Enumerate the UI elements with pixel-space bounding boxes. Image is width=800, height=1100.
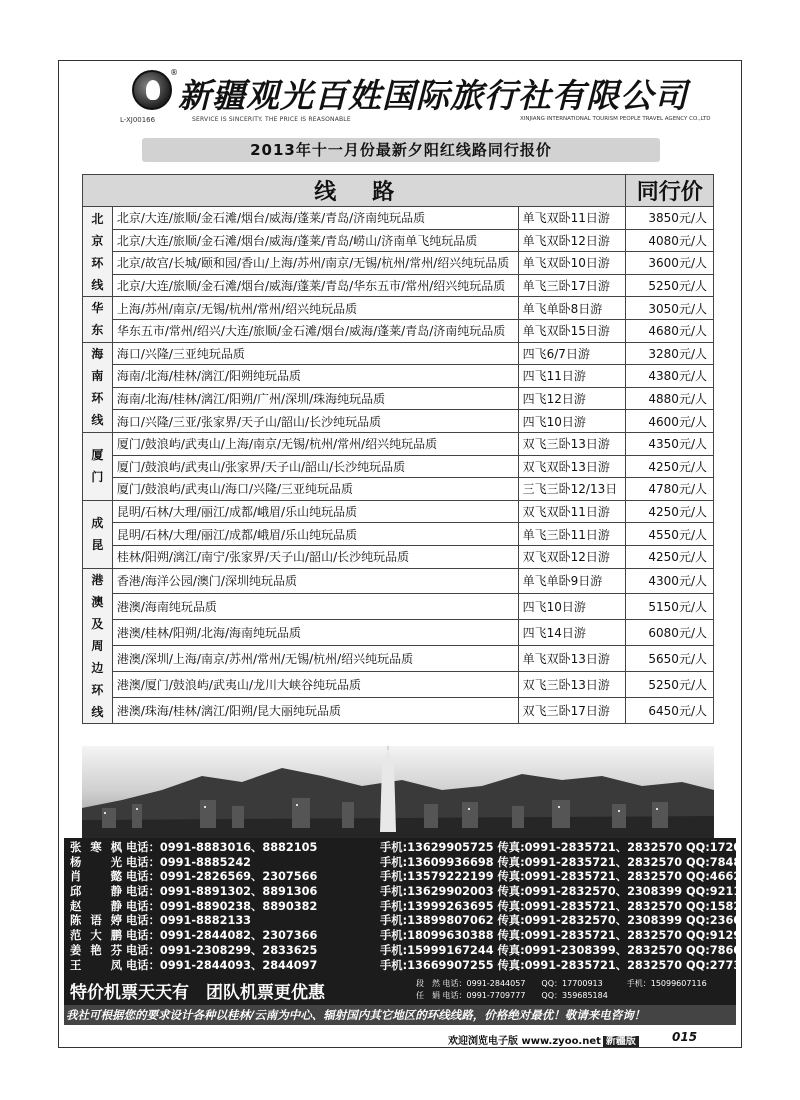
contact-mobile-fax-qq: 手机:13629902003 传真:0991-2832570、2308399 QQ:921156645: [380, 885, 781, 899]
duration-cell: 双飞双卧12日游: [518, 545, 626, 568]
contact-list: [64, 838, 789, 975]
price-cell: 5250元/人: [626, 274, 714, 297]
price-cell: 3280元/人: [626, 342, 714, 365]
route-cell: 厦门/鼓浪屿/武夷山/上海/南京/无锡/杭州/常州/绍兴纯玩品质: [112, 432, 518, 455]
contact-mobile-fax-qq: 手机:13629905725 传真:0991-2835721、2832570 QQ:172036486: [380, 841, 781, 854]
contact-phone: 电话：0991-2826569、2307566: [126, 870, 318, 884]
region-name: 港澳及周边环线: [91, 572, 104, 719]
region-name: 厦门: [91, 448, 104, 485]
price-cell: 6450元/人: [626, 697, 714, 723]
duration-cell: 单飞双卧12日游: [518, 229, 626, 252]
region-label: [83, 342, 113, 432]
contact-name: 张寒枫: [70, 841, 122, 854]
route-cell: 厦门/鼓浪屿/武夷山/海口/兴隆/三亚纯玩品质: [112, 478, 518, 501]
contact-name: 杨光: [70, 855, 122, 869]
route-cell: 港澳/珠海/桂林/漓江/阳朔/昆大丽纯玩品质: [112, 697, 518, 723]
contact-phone: 电话：0991-8885242: [126, 855, 252, 869]
price-cell: 4300元/人: [626, 568, 714, 594]
table-row: [83, 365, 714, 388]
table-row: [83, 568, 714, 594]
contact-row: [70, 943, 781, 959]
footer-edition-tag: 新疆版: [603, 1036, 639, 1047]
region-name: 华东: [91, 301, 104, 338]
promo-contact-2: 任 娟 电话：0991-7709777 QQ：359685184: [416, 991, 608, 1000]
table-row: [83, 455, 714, 478]
route-cell: 昆明/石林/大理/丽江/成都/峨眉/乐山纯玩品质: [112, 500, 518, 523]
route-cell: 港澳/海南纯玩品质: [112, 594, 518, 620]
table-row: [83, 523, 714, 546]
route-cell: 港澳/厦门/鼓浪屿/武夷山/龙川大峡谷纯玩品质: [112, 671, 518, 697]
table-header-row: [83, 175, 714, 207]
footer-welcome: 欢迎浏览电子版 www.zyoo.net: [448, 1036, 601, 1047]
promo-slogan: 特价机票天天有 团队机票更优惠: [70, 983, 325, 1003]
price-table: [82, 174, 714, 724]
table-row: [83, 207, 714, 230]
duration-cell: 双飞双卧13日游: [518, 455, 626, 478]
route-cell: 港澳/深圳/上海/南京/苏州/常州/无锡/杭州/绍兴纯玩品质: [112, 645, 518, 671]
price-cell: 4680元/人: [626, 319, 714, 342]
price-cell: 5150元/人: [626, 594, 714, 620]
region-label: [83, 297, 113, 342]
contact-row: [70, 958, 781, 974]
route-cell: 厦门/鼓浪屿/武夷山/张家界/天子山/韶山/长沙纯玩品质: [112, 455, 518, 478]
footer: [448, 1032, 639, 1047]
page-number: 015: [672, 1030, 698, 1044]
company-logo-icon: [132, 70, 172, 110]
route-cell: 北京/大连/旅顺/金石滩/烟台/威海/蓬莱/青岛/华东五市/常州/绍兴纯玩品质: [112, 274, 518, 297]
contact-name: 姜艳芬: [70, 943, 122, 957]
duration-cell: 单飞双卧11日游: [518, 207, 626, 230]
price-cell: 4380元/人: [626, 365, 714, 388]
price-cell: 5650元/人: [626, 645, 714, 671]
contact-row: [70, 885, 781, 900]
price-cell: 6080元/人: [626, 620, 714, 646]
header: [80, 68, 720, 130]
duration-cell: 单飞单卧9日游: [518, 568, 626, 594]
price-cell: 4250元/人: [626, 500, 714, 523]
duration-cell: 四飞6/7日游: [518, 342, 626, 365]
region-name: 北京环线: [91, 211, 104, 292]
region-label: [83, 568, 113, 723]
table-row: [83, 342, 714, 365]
price-cell: 4080元/人: [626, 229, 714, 252]
price-cell: 4550元/人: [626, 523, 714, 546]
price-cell: 5250元/人: [626, 671, 714, 697]
contact-mobile-fax-qq: 手机:13579222199 传真:0991-2835721、2832570 QQ:466274471: [380, 870, 781, 884]
duration-cell: 单飞单卧8日游: [518, 297, 626, 320]
table-row: [83, 645, 714, 671]
duration-cell: 单飞三卧17日游: [518, 274, 626, 297]
contact-mobile-fax-qq: 手机:15999167244 传真:0991-2308399、2832570 QQ:786080491: [380, 943, 781, 957]
contact-phone: 电话：0991-8882133: [126, 914, 252, 928]
price-cell: 3600元/人: [626, 252, 714, 275]
price-cell: 3050元/人: [626, 297, 714, 320]
duration-cell: 双飞三卧17日游: [518, 697, 626, 723]
region-label: [83, 207, 113, 297]
route-cell: 桂林/阳朔/漓江/南宁/张家界/天子山/韶山/长沙纯玩品质: [112, 545, 518, 568]
price-cell: 4250元/人: [626, 545, 714, 568]
table-row: [83, 620, 714, 646]
contact-phone: 电话：0991-2844082、2307366: [126, 929, 318, 943]
duration-cell: 单飞双卧15日游: [518, 319, 626, 342]
table-row: [83, 432, 714, 455]
route-cell: 香港/海洋公园/澳门/深圳纯玩品质: [112, 568, 518, 594]
region-label: [83, 500, 113, 568]
table-row: [83, 319, 714, 342]
table-row: [83, 229, 714, 252]
promo-contact-1: 段 然 电话：0991-2844057 QQ：17700913 手机：15099607116: [416, 979, 707, 988]
contact-name: 范大鹏: [70, 929, 122, 943]
bottom-banner: 我社可根据您的要求设计各种以桂林/云南为中心、辐射国内其它地区的环线线路，价格绝对最优！敬请来电咨询！: [64, 1005, 736, 1025]
duration-cell: 四飞11日游: [518, 365, 626, 388]
contact-mobile-fax-qq: 手机:13609936698 传真:0991-2835721、2832570 QQ:784821981: [380, 855, 781, 869]
route-cell: 上海/苏州/南京/无锡/杭州/常州/绍兴纯玩品质: [112, 297, 518, 320]
route-cell: 北京/故宫/长城/颐和园/香山/上海/苏州/南京/无锡/杭州/常州/绍兴纯玩品质: [112, 252, 518, 275]
route-cell: 昆明/石林/大理/丽江/成都/峨眉/乐山纯玩品质: [112, 523, 518, 546]
contact-phone: 电话：0991-2308299、2833625: [126, 943, 318, 957]
contact-phone: 电话：0991-8883016、8882105: [126, 841, 318, 854]
contact-row: [70, 929, 781, 944]
contact-mobile-fax-qq: 手机:13899807062 传真:0991-2832570、2308399 QQ:2360719266: [380, 914, 789, 928]
duration-cell: 单飞双卧13日游: [518, 645, 626, 671]
price-cell: 4600元/人: [626, 410, 714, 433]
table-row: [83, 410, 714, 433]
slogan: SERVICE IS SINCERITY. THE PRICE IS REASONABLE: [192, 116, 351, 123]
duration-cell: 四飞10日游: [518, 594, 626, 620]
route-cell: 北京/大连/旅顺/金石滩/烟台/威海/蓬莱/青岛/济南纯玩品质: [112, 207, 518, 230]
route-cell: 海口/兴隆/三亚纯玩品质: [112, 342, 518, 365]
duration-cell: 单飞双卧10日游: [518, 252, 626, 275]
contact-row: [70, 914, 789, 929]
duration-cell: 四飞14日游: [518, 620, 626, 646]
table-row: [83, 594, 714, 620]
region-name: 成昆: [91, 516, 104, 553]
column-header-price: 同行价: [626, 175, 714, 207]
duration-cell: 双飞双卧11日游: [518, 500, 626, 523]
contact-mobile-fax-qq: 手机:18099630388 传真:0991-2835721、2832570 QQ:912957444: [380, 929, 781, 943]
table-row: [83, 671, 714, 697]
page-subtitle: 2013年十一月份最新夕阳红线路同行报价: [142, 138, 660, 162]
contact-phone: 电话：0991-8890238、8890382: [126, 899, 318, 913]
duration-cell: 单飞三卧11日游: [518, 523, 626, 546]
route-cell: 华东五市/常州/绍兴/大连/旅顺/金石滩/烟台/威海/蓬莱/青岛/济南纯玩品质: [112, 319, 518, 342]
table-row: [83, 387, 714, 410]
route-cell: 海口/兴隆/三亚/张家界/天子山/韶山/长沙纯玩品质: [112, 410, 518, 433]
duration-cell: 双飞三卧13日游: [518, 432, 626, 455]
route-cell: 北京/大连/旅顺/金石滩/烟台/威海/蓬莱/青岛/崂山/济南单飞纯玩品质: [112, 229, 518, 252]
table-row: [83, 697, 714, 723]
contact-mobile-fax-qq: 手机:13669907255 传真:0991-2835721、2832570 QQ:277373776: [380, 958, 781, 972]
contact-phone: 电话：0991-8891302、8891306: [126, 885, 318, 899]
contact-row: [70, 899, 789, 915]
table-row: [83, 500, 714, 523]
registered-mark: ®: [170, 68, 178, 77]
table-row: [83, 274, 714, 297]
duration-cell: 四飞12日游: [518, 387, 626, 410]
agency-english-name: XINJIANG INTERNATIONAL TOURISM PEOPLE TRAVEL AGENCY CO.,LTD: [520, 116, 711, 122]
promo-bar: [64, 975, 736, 1005]
region-name: 海南环线: [91, 347, 104, 428]
route-cell: 海南/北海/桂林/漓江/阳朔/广州/深圳/珠海纯玩品质: [112, 387, 518, 410]
contact-name: 邱静: [70, 885, 122, 899]
license-number: L-XJ00166: [120, 116, 156, 124]
price-cell: 4780元/人: [626, 478, 714, 501]
contact-row: [70, 841, 781, 856]
duration-cell: 四飞10日游: [518, 410, 626, 433]
table-row: [83, 478, 714, 501]
company-name: 新疆观光百姓国际旅行社有限公司: [178, 76, 688, 115]
price-cell: 4250元/人: [626, 455, 714, 478]
region-label: [83, 432, 113, 500]
duration-cell: 双飞三卧13日游: [518, 671, 626, 697]
route-cell: 港澳/桂林/阳朔/北海/海南纯玩品质: [112, 620, 518, 646]
contact-name: 王凤: [70, 958, 122, 972]
table-row: [83, 252, 714, 275]
contact-name: 肖懿: [70, 870, 122, 884]
route-cell: 海南/北海/桂林/漓江/阳朔纯玩品质: [112, 365, 518, 388]
contact-row: [70, 870, 781, 885]
price-cell: 3850元/人: [626, 207, 714, 230]
contact-phone: 电话：0991-2844093、2844097: [126, 958, 318, 972]
price-cell: 4350元/人: [626, 432, 714, 455]
column-header-route: 线路: [83, 175, 626, 207]
contact-name: 赵静: [70, 899, 122, 913]
contact-name: 陈语婷: [70, 914, 122, 928]
price-cell: 4880元/人: [626, 387, 714, 410]
city-skyline-image: [82, 746, 714, 838]
table-row: [83, 545, 714, 568]
table-row: [83, 297, 714, 320]
contact-row: [70, 855, 781, 871]
duration-cell: 三飞三卧12/13日: [518, 478, 626, 501]
contact-mobile-fax-qq: 手机:13999263695 传真:0991-2835721、2832570 QQ:1582552674: [380, 899, 789, 913]
